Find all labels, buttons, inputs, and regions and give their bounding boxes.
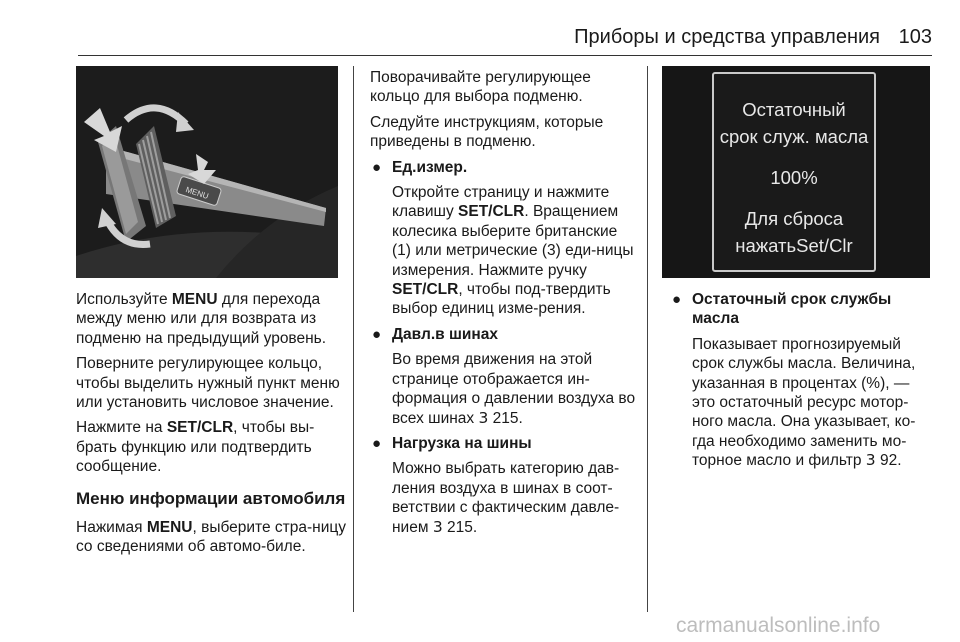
bullet-tire-pressure — [370, 325, 636, 428]
bullet-body — [692, 335, 932, 471]
page-number: 103 — [898, 26, 932, 48]
text-segment: для перехода между меню или для возврата из подменю на предыдущий уровень. — [76, 291, 327, 347]
bullet-body — [392, 350, 636, 428]
text-segment: Можно выбрать категорию дав-ления воздуха в шинах в соот-ветствии с фактическим давле-нием — [392, 460, 620, 536]
bullet-title: Нагрузка на шины — [392, 434, 532, 452]
text-segment: Нажимая — [76, 519, 147, 537]
text-segment: Во время движения на этой странице отображается ин-формация о давлении воздуха во всех шинах — [392, 351, 636, 427]
page-header-title: Приборы и средства управления — [574, 26, 880, 48]
watermark: carmanualsonline.info — [676, 614, 881, 637]
text-segment: , выберите стра-ницу со сведениями об автомо-биле. — [76, 519, 347, 556]
section-heading: Меню информации автомобиля — [76, 488, 346, 508]
text-segment: , чтобы под-твердить выбор единиц изме-рения. — [392, 281, 611, 318]
text-segment: Показывает прогнозируемый срок службы масла. Величина, указанная в процентах (%), — это остаточный ресурс мотор-ного масла. Она указывает, ко-гда необходимо заменить мо-торное масло и фильтр — [692, 335, 916, 470]
bullet-title: Остаточный срок службы масла — [692, 291, 892, 328]
text-segment: Нажмите на — [76, 419, 167, 437]
text-segment: , чтобы вы-брать функцию или подтвердить сообщение. — [76, 419, 315, 476]
column-divider-right — [647, 66, 648, 612]
text-segment: Используйте — [76, 291, 172, 308]
bullet-tire-load — [370, 434, 636, 537]
page-reference[interactable]: 92. — [875, 452, 902, 470]
setclr-key-label: SET/CLR — [458, 203, 525, 221]
text-segment: Откройте страницу и нажмите клавишу — [392, 184, 610, 221]
menu-button-label: MENU — [184, 185, 210, 201]
bullet-units — [370, 158, 636, 319]
page-reference[interactable]: 215. — [488, 409, 523, 427]
vehicle-info-paragraph — [76, 518, 348, 557]
bullet-oil-life — [670, 290, 932, 471]
display-line: Для сброса — [744, 208, 844, 229]
menu-usage-paragraph — [76, 290, 348, 348]
stalk-illustration-svg — [76, 66, 338, 278]
ring-usage-paragraph: Поверните регулирующее кольцо, чтобы выделить нужный пункт меню или установить числовое значение. — [76, 355, 340, 412]
bullet-title: Давл.в шинах — [392, 325, 499, 343]
left-column — [76, 290, 348, 563]
bullet-title: Ед.измер. — [392, 158, 468, 176]
oil-life-value: 100% — [770, 167, 818, 188]
setclr-usage-paragraph — [76, 418, 348, 476]
submenu-paragraph: Поворачивайте регулирующее кольцо для выбора подменю. — [370, 69, 591, 106]
setclr-key-label: SET/CLR — [392, 281, 459, 299]
header-divider — [78, 55, 932, 56]
page-reference-icon[interactable]: 3 — [865, 451, 876, 470]
menu-key-label: MENU — [171, 291, 218, 308]
menu-key-label: MENU — [146, 519, 193, 537]
bullet-body — [392, 183, 636, 319]
bullet-body — [392, 459, 636, 537]
middle-column — [370, 68, 636, 543]
display-line: срок служ. масла — [719, 126, 869, 147]
display-line: Остаточный — [742, 99, 846, 120]
stalk-illustration — [76, 66, 338, 278]
right-column — [670, 290, 932, 477]
bullet-dot: ● — [672, 291, 682, 308]
page-reference-icon[interactable]: 3 — [432, 517, 443, 536]
column-divider-left — [353, 66, 354, 612]
display-line: нажатьSet/Clr — [735, 235, 853, 256]
instructions-paragraph: Следуйте инструкциям, которые приведены в подменю. — [370, 113, 604, 151]
bullet-dot: ● — [372, 434, 382, 452]
bullet-dot: ● — [372, 158, 382, 176]
page-reference[interactable]: 215. — [442, 518, 478, 536]
setclr-key-label: SET/CLR — [166, 419, 234, 437]
bullet-dot: ● — [372, 325, 382, 343]
page-reference-icon[interactable]: 3 — [478, 408, 489, 427]
text-segment: . Вращением колесика выберите британские (1) или метрические (3) еди-ницы измерения. Нажмите ручку — [392, 203, 634, 279]
oil-life-display — [712, 72, 876, 272]
